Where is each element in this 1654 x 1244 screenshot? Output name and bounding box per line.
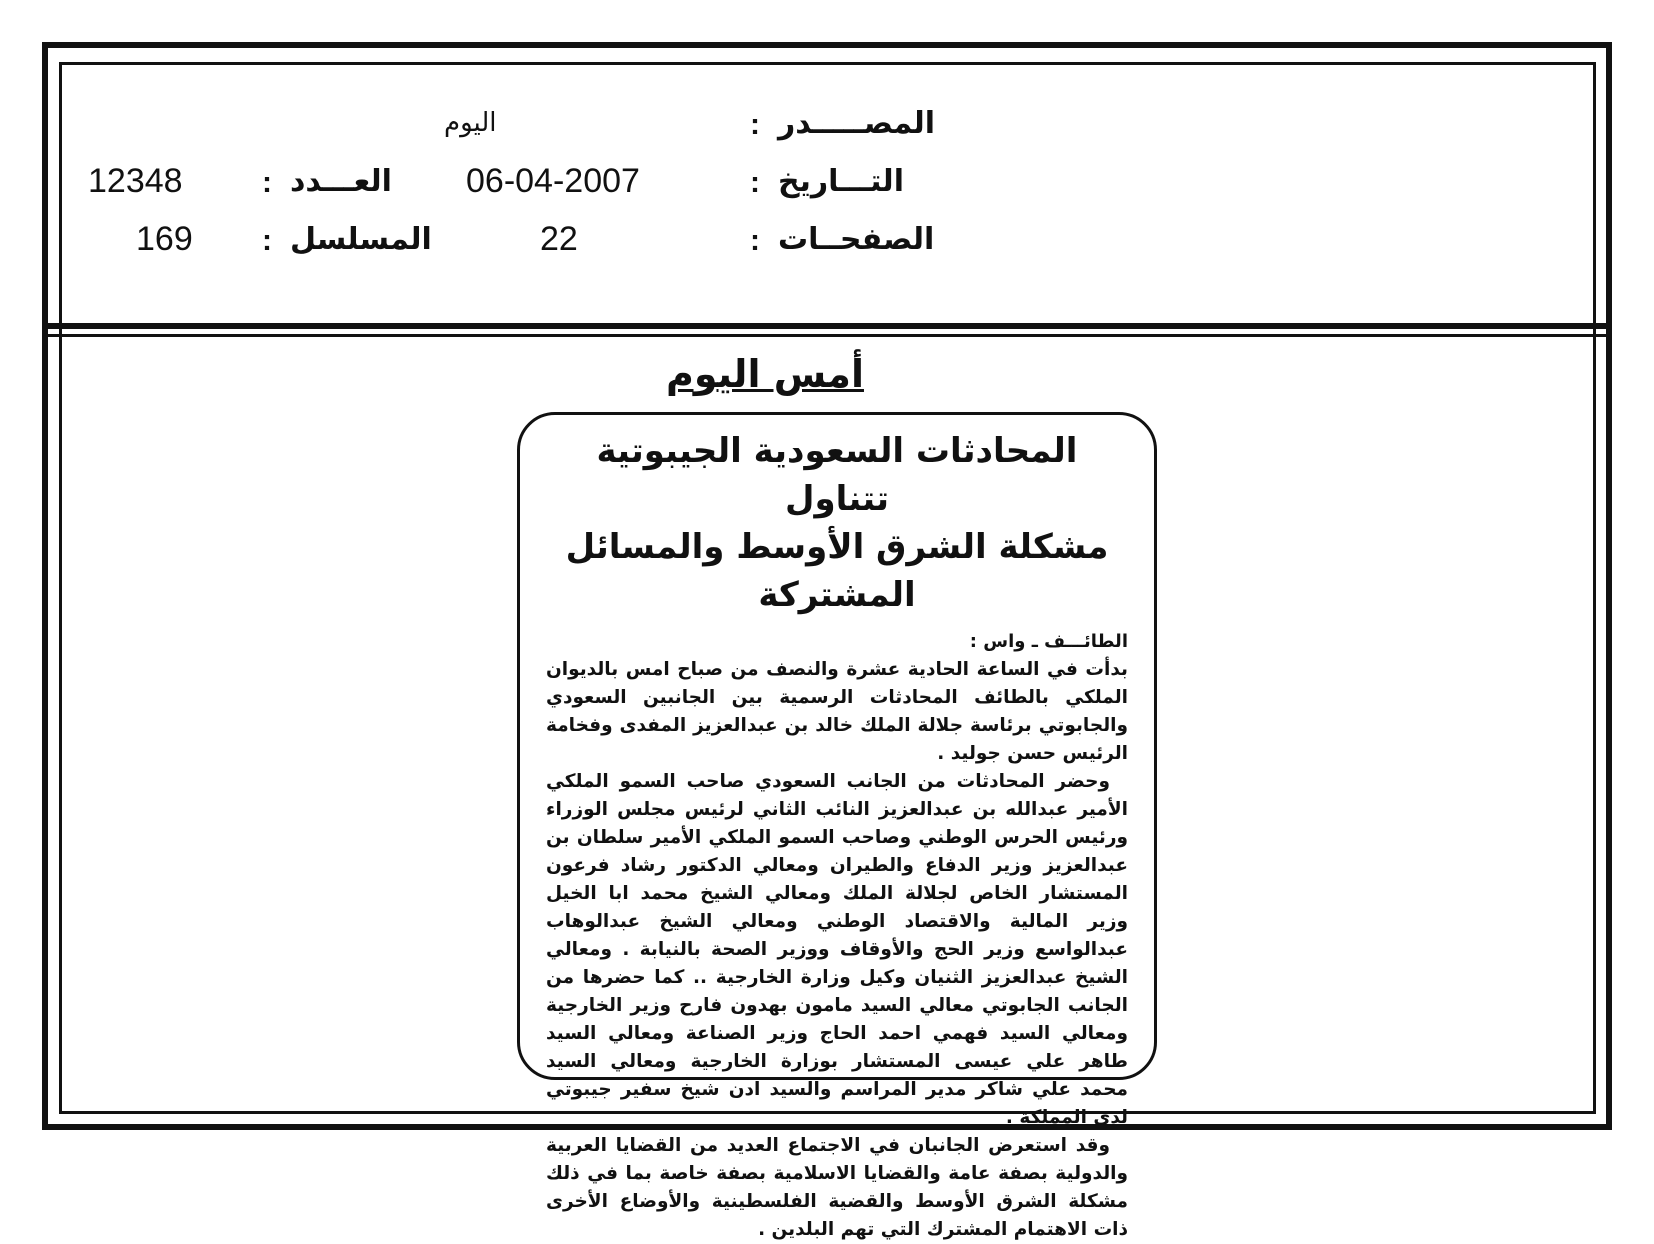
pages-colon: : [750, 224, 760, 257]
pages-label: الصفحــات [778, 222, 935, 257]
date-colon: : [750, 166, 760, 199]
article-paragraph-2: وحضر المحادثات من الجانب السعودي صاحب السمو الملكي الأمير عبدالله بن عبدالعزيز النائب الثاني لرئيس مجلس الوزراء ورئيس الحرس الوطني وصاحب السمو الملكي الأمير سلطان بن عبدالعزيز وزير الدفاع والطيران ومعالي الدكتور رشاد فرعون المستشار الخاص لجلالة الملك ومعالي الشيخ محمد ابا الخيل وزير المالية والاقتصاد الوطني ومعالي الشيخ عبدالوهاب عبدالواسع وزير الحج والأوقاف ووزير الصحة بالنيابة . ومعالي الشيخ عبدالعزيز الثنيان وكيل وزارة الخارجية .. كما حضرها من الجانب الجابوتي معالي السيد مامون بهدون فارح وزير الخارجية ومعالي السيد فهمي احمد الحاج وزير الصناعة ومعالي السيد طاهر علي عيسى المستشار بوزارة الخارجية ومعالي السيد محمد علي شاكر مدير المراسم والسيد ادن شيخ سفير جيبوتي لدى المملكة . [546, 771, 1128, 1128]
issue-colon: : [262, 166, 272, 199]
headline-line-1: المحادثات السعودية الجيبوتية تتناول [596, 431, 1078, 519]
article-paragraph-3: وقد استعرض الجانبان في الاجتماع العديد من القضايا العربية والدولية بصفة عامة والقضايا الاسلامية بصفة خاصة بما في ذلك مشكلة الشرق الأوسط والقضية الفلسطينية والأوضاع الأخرى ذات الاهتمام المشترك التي تهم البلدين . [546, 1135, 1128, 1240]
headline-line-2: مشكلة الشرق الأوسط والمسائل المشتركة [565, 527, 1109, 615]
section-title: أمس اليوم [666, 352, 864, 396]
dateline: الطائـــف ـ واس : [969, 631, 1128, 652]
serial-colon: : [262, 224, 272, 257]
article-paragraph-1: بدأت في الساعة الحادية عشرة والنصف من صباح امس بالديوان الملكي بالطائف المحادثات الرسمية بين الجانبين السعودي والجابوتي برئاسة جلالة الملك خالد بن عبدالعزيز المفدى وفخامة الرئيس حسن جوليد . [546, 659, 1128, 764]
source-colon: : [750, 108, 760, 141]
serial-value: 169 [136, 220, 193, 258]
serial-label: المسلسل [290, 222, 432, 257]
date-value: 06-04-2007 [466, 162, 640, 200]
source-value: اليوم [444, 108, 497, 138]
pages-value: 22 [540, 220, 578, 258]
article-clipping [517, 412, 1157, 1240]
issue-value: 12348 [88, 162, 183, 200]
source-label: المصـــــدر [778, 106, 936, 141]
date-label: التـــاريخ [778, 164, 904, 199]
issue-label: العـــدد [290, 164, 392, 199]
header-divider [42, 323, 1612, 337]
